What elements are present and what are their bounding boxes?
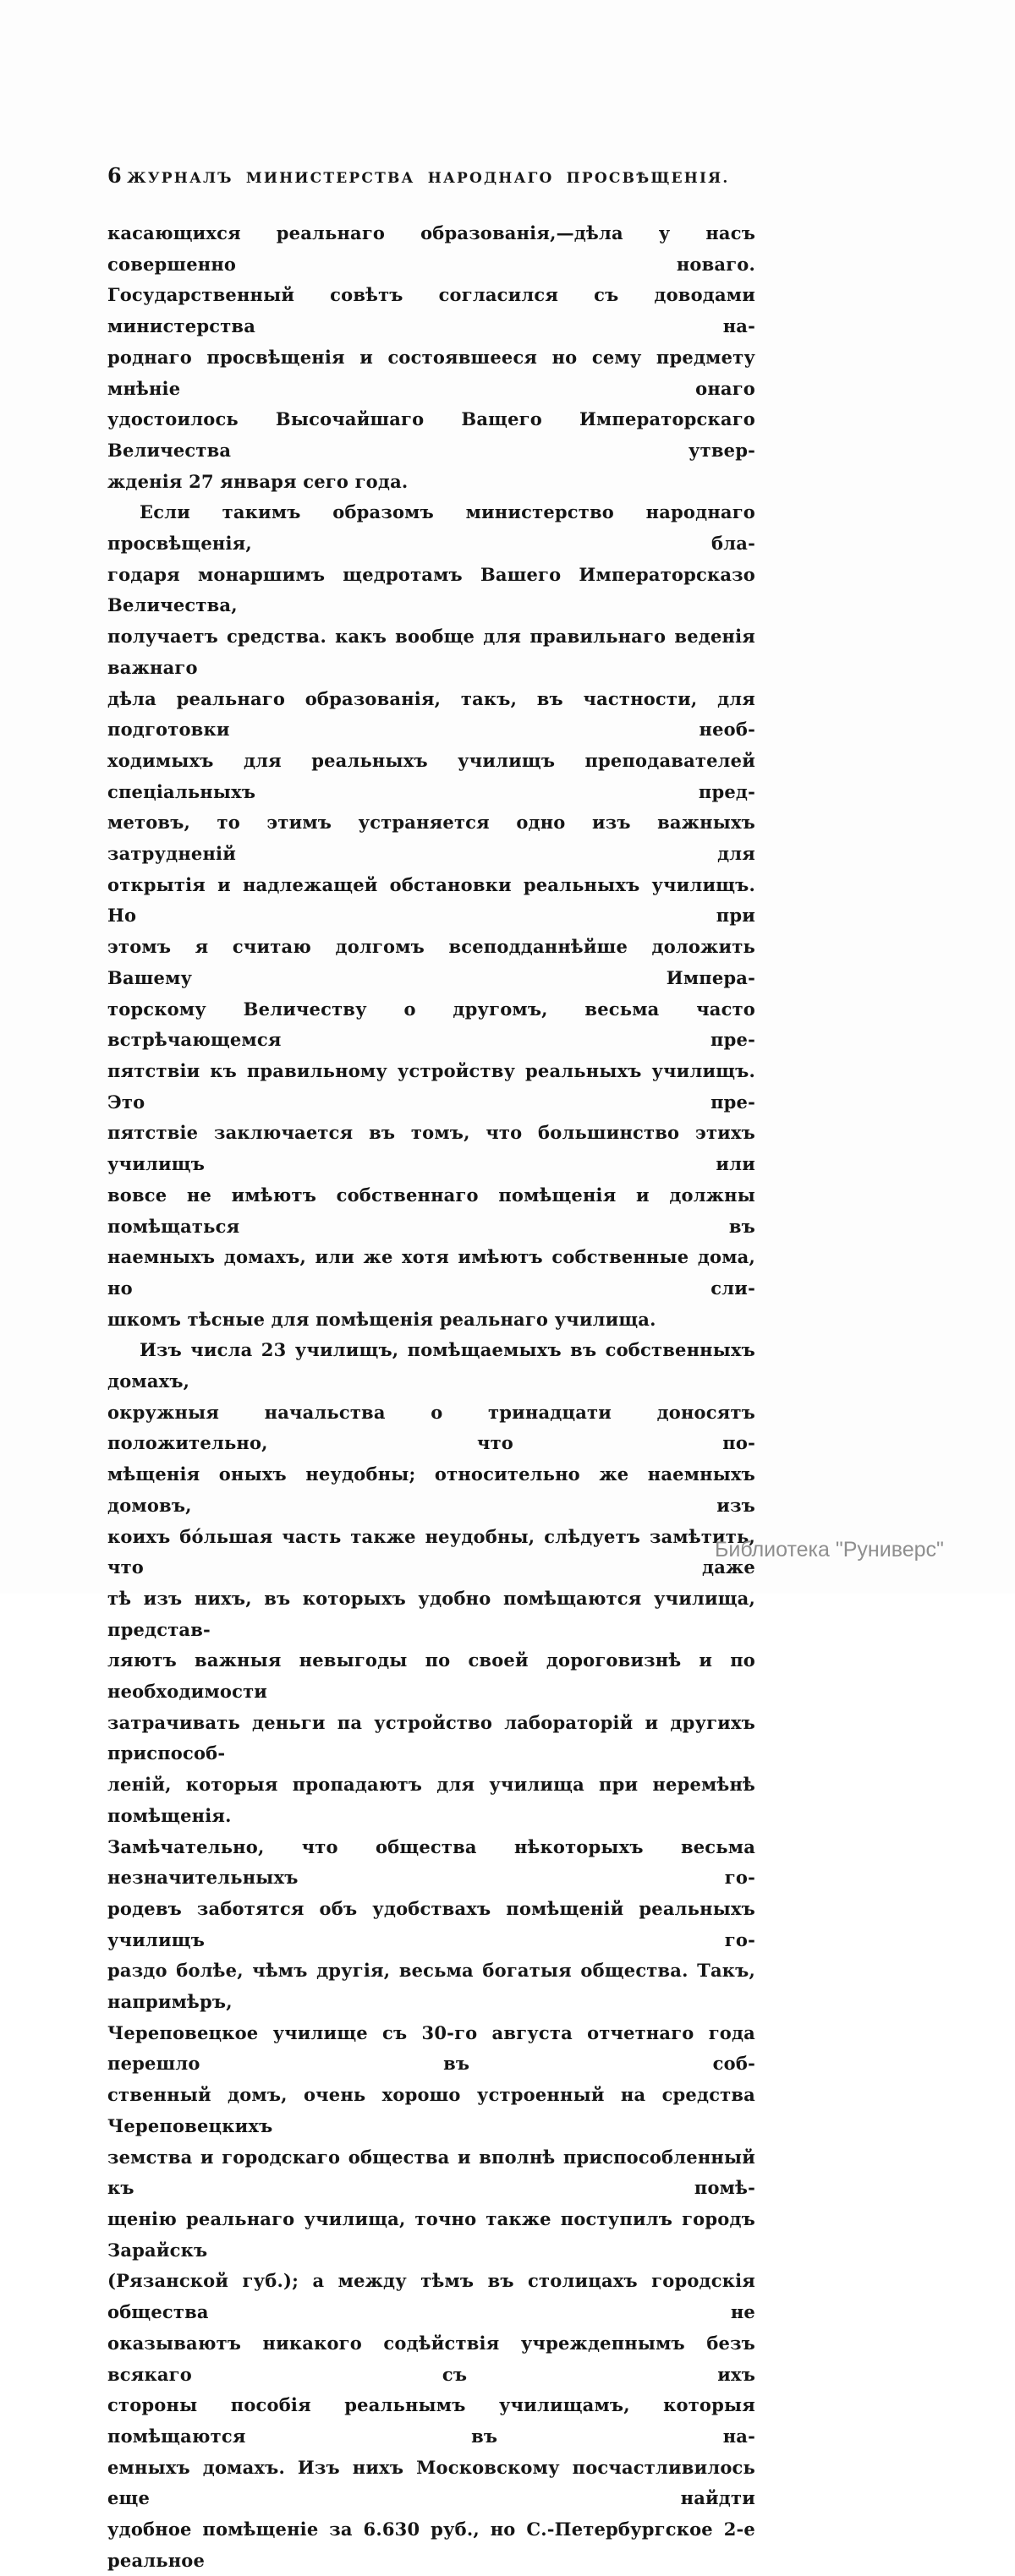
- text-line: получаетъ средства. какъ вообще для правильнаго веденія важнаго: [107, 626, 755, 678]
- text-line: Государственный совѣтъ согласился съ доводами министерства на-: [107, 284, 755, 337]
- text-line: (Рязанской губ.); а между тѣмъ въ столицахъ городскія общества не: [107, 2270, 755, 2323]
- text-line: Если такимъ образомъ министерство народнаго просвѣщенія, бла-: [107, 501, 755, 555]
- text-line: Изъ числа 23 училищъ, помѣщаемыхъ въ собственныхъ домахъ,: [107, 1339, 755, 1392]
- text-line: пятствіе заключается въ томъ, что большинство этихъ училищъ или: [107, 1122, 755, 1175]
- text-line: метовъ, то этимъ устраняется одно изъ важныхъ затрудненій для: [107, 812, 755, 865]
- watermark: Библиотека "Руниверс": [715, 1538, 944, 1561]
- text-line: вовсе не имѣютъ собственнаго помѣщенія и должны помѣщаться въ: [107, 1184, 755, 1237]
- body-text: [107, 218, 755, 2576]
- text-line: раздо болѣе, чѣмъ другія, весьма богатыя общества. Такъ, напримѣръ,: [107, 1960, 755, 2013]
- text-line: жденія 27 января сего года.: [107, 470, 409, 492]
- text-line: наемныхъ домахъ, или же хотя имѣютъ собственные дома, но сли-: [107, 1246, 755, 1299]
- text-line: ходимыхъ для реальныхъ училищъ преподавателей спеціальныхъ пред-: [107, 749, 755, 802]
- text-line: мѣщенія оныхъ неудобны; относительно же наемныхъ домовъ, изъ: [107, 1463, 755, 1516]
- text-line: этомъ я считаю долгомъ всеподданнѣйше доложить Вашему Импера-: [107, 936, 755, 988]
- text-line: щенію реальнаго училища, точно также поступилъ городъ Зарайскъ: [107, 2208, 755, 2261]
- text-line: оказываютъ никакого содѣйствія учреждепнымъ безъ всякаго съ ихъ: [107, 2332, 755, 2385]
- text-line: роднаго просвѣщенія и состоявшееся но сему предмету мнѣніе онаго: [107, 346, 755, 399]
- text-line: родевъ заботятся объ удобствахъ помѣщеній реальныхъ училищъ го-: [107, 1897, 755, 1950]
- text-line: шкомъ тѣсные для помѣщенія реальнаго училища.: [107, 1308, 656, 1330]
- text-line: пятствіи къ правильному устройству реальныхъ училищъ. Это пре-: [107, 1059, 755, 1113]
- text-line: окружныя начальства о тринадцати доносятъ положительно, что по-: [107, 1401, 755, 1454]
- text-line: леній, которыя пропадаютъ для училища при неремѣнѣ помѣщенія.: [107, 1774, 755, 1826]
- text-line: коихъ бо́льшая часть также неудобны, слѣдуетъ замѣтить, что даже: [107, 1525, 755, 1578]
- page-header: [107, 163, 755, 188]
- text-line: тѣ изъ нихъ, въ которыхъ удобно помѣщаются училища, представ-: [107, 1587, 755, 1640]
- text-line: затрачивать деньги па устройство лабораторій и другихъ приспособ-: [107, 1711, 755, 1764]
- text-line: годаря монаршимъ щедротамъ Вашего Императорсказо Величества,: [107, 563, 755, 616]
- running-title: ЖУРНАЛЪ МИНИСТЕРСТВА НАРОДНАГО ПРОСВѢЩЕНІЯ.: [127, 170, 730, 187]
- text-line: емныхъ домахъ. Изъ нихъ Московскому посчастливилось еще найдти: [107, 2456, 755, 2509]
- text-line: касающихся реальнаго образованія,—дѣла у насъ совершенно новаго.: [107, 222, 755, 275]
- text-line: дѣла реальнаго образованія, такъ, въ частности, для подготовки необ-: [107, 687, 755, 741]
- text-line: удобное помѣщеніе за 6.630 руб., но С.-Петербургское 2-е реальное: [107, 2519, 755, 2571]
- text-line: ляютъ важныя невыгоды по своей дороговизнѣ и по необходимости: [107, 1649, 755, 1703]
- text-line: земства и городскаго общества и вполнѣ приспособленный къ помѣ-: [107, 2146, 755, 2199]
- text-line: Замѣчательно, что общества нѣкоторыхъ весьма незначительныхъ го-: [107, 1835, 755, 1889]
- text-line: открытія и надлежащей обстановки реальныхъ училищъ. Но при: [107, 873, 755, 927]
- page-number: 6: [107, 163, 122, 188]
- text-line: ственный домъ, очень хорошо устроенный на средства Череповецкихъ: [107, 2084, 755, 2136]
- text-line: торскому Величеству о другомъ, весьма часто встрѣчающемся пре-: [107, 998, 755, 1051]
- text-line: Череповецкое училище съ 30-го августа отчетнаго года перешло въ соб-: [107, 2021, 755, 2075]
- text-line: удостоилось Высочайшаго Ващего Императорскаго Величества утвер-: [107, 408, 755, 461]
- text-line: стороны пособія реальнымъ училищамъ, которыя помѣщаются въ на-: [107, 2394, 755, 2447]
